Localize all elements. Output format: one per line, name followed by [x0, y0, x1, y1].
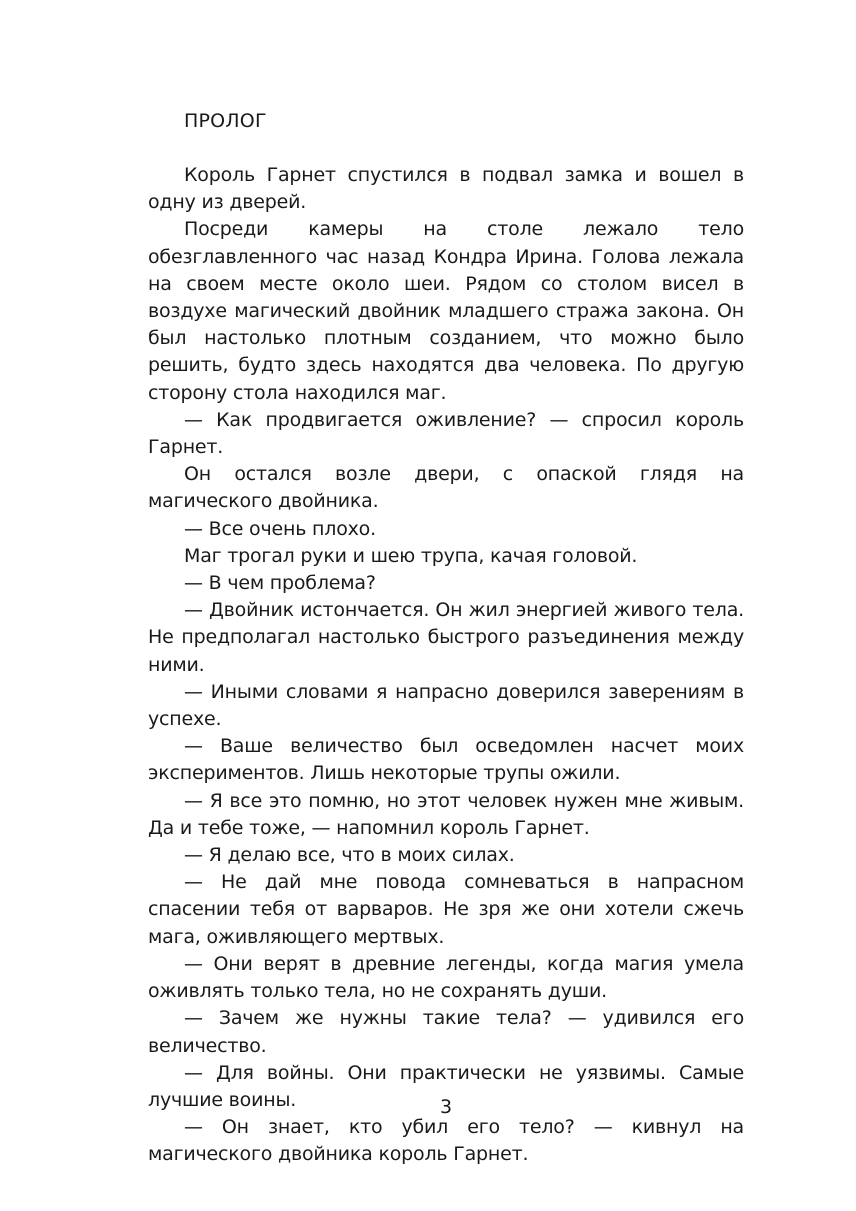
paragraph: — Двойник истончается. Он жил энергией живого тела. Не предполагал настолько быстрого разъединения между ними. [148, 599, 744, 676]
paragraph: Маг трогал руки и шею трупа, качая головой. [184, 544, 638, 567]
paragraph: Король Гарнет спустился в подвал замка и вошел в одну из дверей. [148, 164, 744, 214]
paragraph: — Зачем же нужны такие тела? — удивился его величество. [148, 1007, 744, 1057]
paragraph: Он остался возле двери, с опаской глядя на магического двойника. [148, 463, 744, 513]
chapter-body [148, 162, 744, 1169]
paragraph: — Иными словами я напрасно доверился заверениям в успехе. [148, 680, 744, 731]
paragraph: — Я все это помню, но этот человек нужен мне живым. Да и тебе тоже, — напомнил король Гарнет. [148, 789, 744, 839]
paragraph: Посреди камеры на столе лежало тело обезглавленного час назад Кондра Ирина. Голова лежала на своем месте около шеи. Рядом со столом висел в воздухе магический двойник младшего стража закона. Он был настолько плотным созданием, что можно было решить, будто здесь находятся два человека. По другую сторону стола находился маг. [148, 218, 744, 404]
paragraph: — В чем проблема? [184, 572, 376, 595]
paragraph: — Не дай мне повода сомневаться в напрасном спасении тебя от варваров. Не зря же они хотели сжечь мага, оживляющего мертвых. [148, 871, 744, 948]
paragraph: — Как продвигается оживление? — спросил король Гарнет. [148, 408, 744, 459]
paragraph: — Он знает, кто убил его тело? — кивнул на магического двойника король Гарнет. [148, 1116, 744, 1166]
paragraph: — Для войны. Они практически не уязвимы. Самые лучшие воины. [148, 1061, 744, 1111]
paragraph: — Ваше величество был осведомлен насчет моих экспериментов. Лишь некоторые трупы ожили. [148, 735, 744, 785]
page-number: 3 [439, 1096, 453, 1118]
book-page [148, 0, 744, 1211]
paragraph: — Они верят в древние легенды, когда магия умела оживлять только тела, но не сохранять души. [148, 952, 744, 1003]
paragraph: — Все очень плохо. [184, 517, 376, 540]
paragraph: — Я делаю все, что в моих силах. [184, 844, 515, 867]
chapter-heading: ПРОЛОГ [184, 110, 267, 132]
